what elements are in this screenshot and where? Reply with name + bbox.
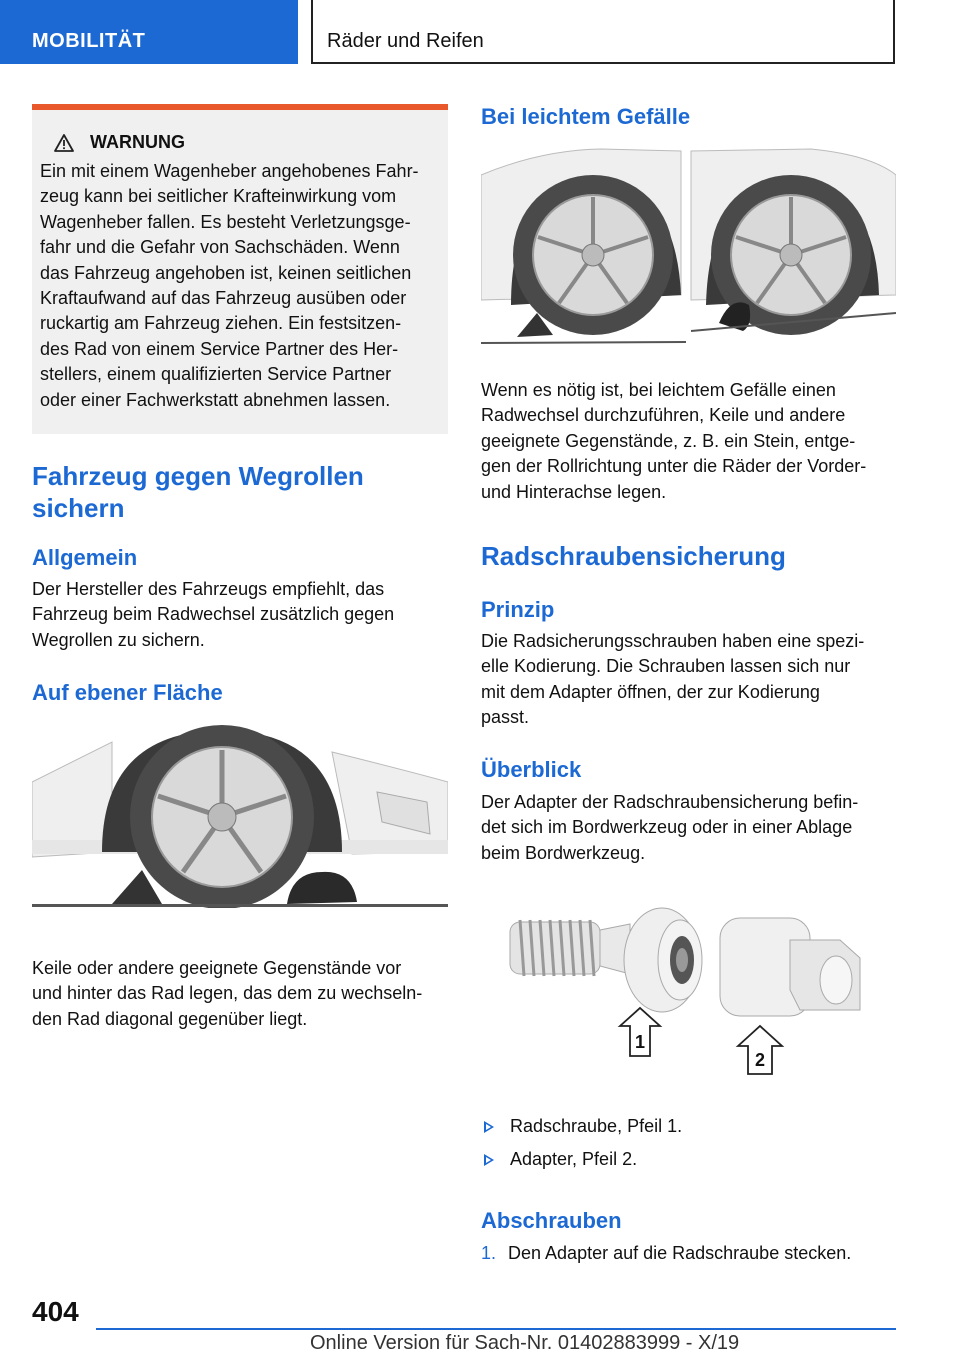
step-number: 1. <box>481 1243 497 1263</box>
text-line: Wegrollen zu sichern. <box>32 629 205 650</box>
text-line: det sich im Bordwerkzeug oder in einer Ablage <box>481 817 853 838</box>
warning-line: ruckartig am Fahrzeug ziehen. Ein festsitzen- <box>40 313 402 334</box>
text-line: und hinter das Rad legen, das dem zu wechseln- <box>32 983 423 1004</box>
section-tab[interactable]: MOBILITÄT <box>0 0 298 64</box>
list-item <box>484 1149 637 1170</box>
warning-line: das Fahrzeug angehoben ist, keinen seitlichen <box>40 262 412 283</box>
arrow-1-icon <box>620 1008 660 1056</box>
wheel-bolt-graphic <box>510 908 702 1012</box>
text-line: Wenn es nötig ist, bei leichtem Gefälle einen <box>481 380 836 400</box>
subheading-prinzip: Prinzip <box>481 597 555 622</box>
illustration-wheels-slope <box>481 145 896 345</box>
illustration-bolt-adapter <box>500 900 880 1080</box>
warning-line: oder einer Fachwerkstatt abnehmen lassen. <box>40 389 391 410</box>
text-line: mit dem Adapter öffnen, der zur Kodierung <box>481 681 820 702</box>
paragraph-allgemein <box>32 577 448 653</box>
text-line: Die Radsicherungsschrauben haben eine spezi- <box>481 631 865 651</box>
arrow-2-icon <box>738 1026 782 1074</box>
warning-line: fahr und die Gefahr von Sachschäden. Wenn <box>40 237 400 258</box>
triangle-bullet-icon <box>484 1121 494 1133</box>
text-line: geeignete Gegenstände, z. B. ein Stein, entge- <box>481 430 856 451</box>
step-text: Den Adapter auf die Radschraube stecken. <box>508 1243 852 1263</box>
arrow-2-label: 2 <box>754 1050 766 1070</box>
illustration-wheel-flat <box>32 722 448 908</box>
warning-text <box>40 159 438 413</box>
text-line: und Hinterachse legen. <box>481 481 667 502</box>
warning-line: Ein mit einem Wagenheber angehobenes Fahr- <box>40 161 419 181</box>
text-line: Der Adapter der Radschraubensicherung befin- <box>481 792 859 812</box>
list-item-text: Adapter, Pfeil 2. <box>510 1149 638 1169</box>
chapter-title: Räder und Reifen <box>311 0 895 64</box>
paragraph-ueberblick <box>481 790 901 866</box>
subheading-ueberblick: Überblick <box>481 757 582 782</box>
subheading-allgemein: Allgemein <box>32 545 138 570</box>
subheading-abschrauben: Abschrauben <box>481 1208 622 1233</box>
warning-title: WARNUNG <box>90 132 185 152</box>
warning-line: zeug kann bei seitlicher Krafteinwirkung vom <box>40 186 397 207</box>
warning-line: Kraftaufwand auf das Fahrzeug ausüben oder <box>40 288 407 309</box>
text-line: Keile oder andere geeignete Gegenstände vor <box>32 958 402 978</box>
section-heading-wegrollen <box>32 460 448 524</box>
text-line: beim Bordwerkzeug. <box>481 842 646 863</box>
text-line: Fahrzeug beim Radwechsel zusätzlich gegen <box>32 604 395 625</box>
triangle-bullet-icon <box>484 1154 494 1166</box>
warning-line: des Rad von einem Service Partner des Her- <box>40 338 399 359</box>
subheading-gefaelle: Bei leichtem Gefälle <box>481 104 691 129</box>
text-line: passt. <box>481 707 530 728</box>
heading-line: sichern <box>32 493 125 523</box>
text-line: Radwechsel durchzuführen, Keile und andere <box>481 405 846 426</box>
warning-line: stellers, einem qualifizierten Service Partner <box>40 364 392 385</box>
paragraph-prinzip <box>481 629 901 731</box>
paragraph-gefaelle <box>481 378 901 505</box>
warning-line: Wagenheber fallen. Es besteht Verletzungsge- <box>40 211 411 232</box>
text-line: elle Kodierung. Die Schrauben lassen sich nur <box>481 656 851 677</box>
text-line: Der Hersteller des Fahrzeugs empfiehlt, das <box>32 579 385 599</box>
text-line: gen der Rollrichtung unter die Räder der Vorder- <box>481 456 867 477</box>
arrow-1-label: 1 <box>634 1032 646 1052</box>
subheading-ebene-flaeche: Auf ebener Fläche <box>32 680 223 705</box>
list-item-text: Radschraube, Pfeil 1. <box>510 1116 683 1136</box>
text-line: den Rad diagonal gegenüber liegt. <box>32 1008 308 1029</box>
footer-text[interactable]: Online Version für Sach-Nr. 01402883999 - X/19 <box>310 1332 740 1354</box>
list-item <box>484 1116 682 1137</box>
footer-divider <box>96 1328 896 1330</box>
step-item <box>481 1241 901 1266</box>
warning-triangle-icon <box>54 134 74 152</box>
adapter-graphic <box>720 918 860 1016</box>
section-heading-radschraubensicherung: Radschraubensicherung <box>481 541 786 571</box>
paragraph-ebene-flaeche <box>32 956 452 1032</box>
warning-heading <box>54 132 438 153</box>
heading-line: Fahrzeug gegen Wegrollen <box>32 461 364 491</box>
page-number: 404 <box>32 1296 79 1327</box>
warning-box <box>32 104 448 434</box>
